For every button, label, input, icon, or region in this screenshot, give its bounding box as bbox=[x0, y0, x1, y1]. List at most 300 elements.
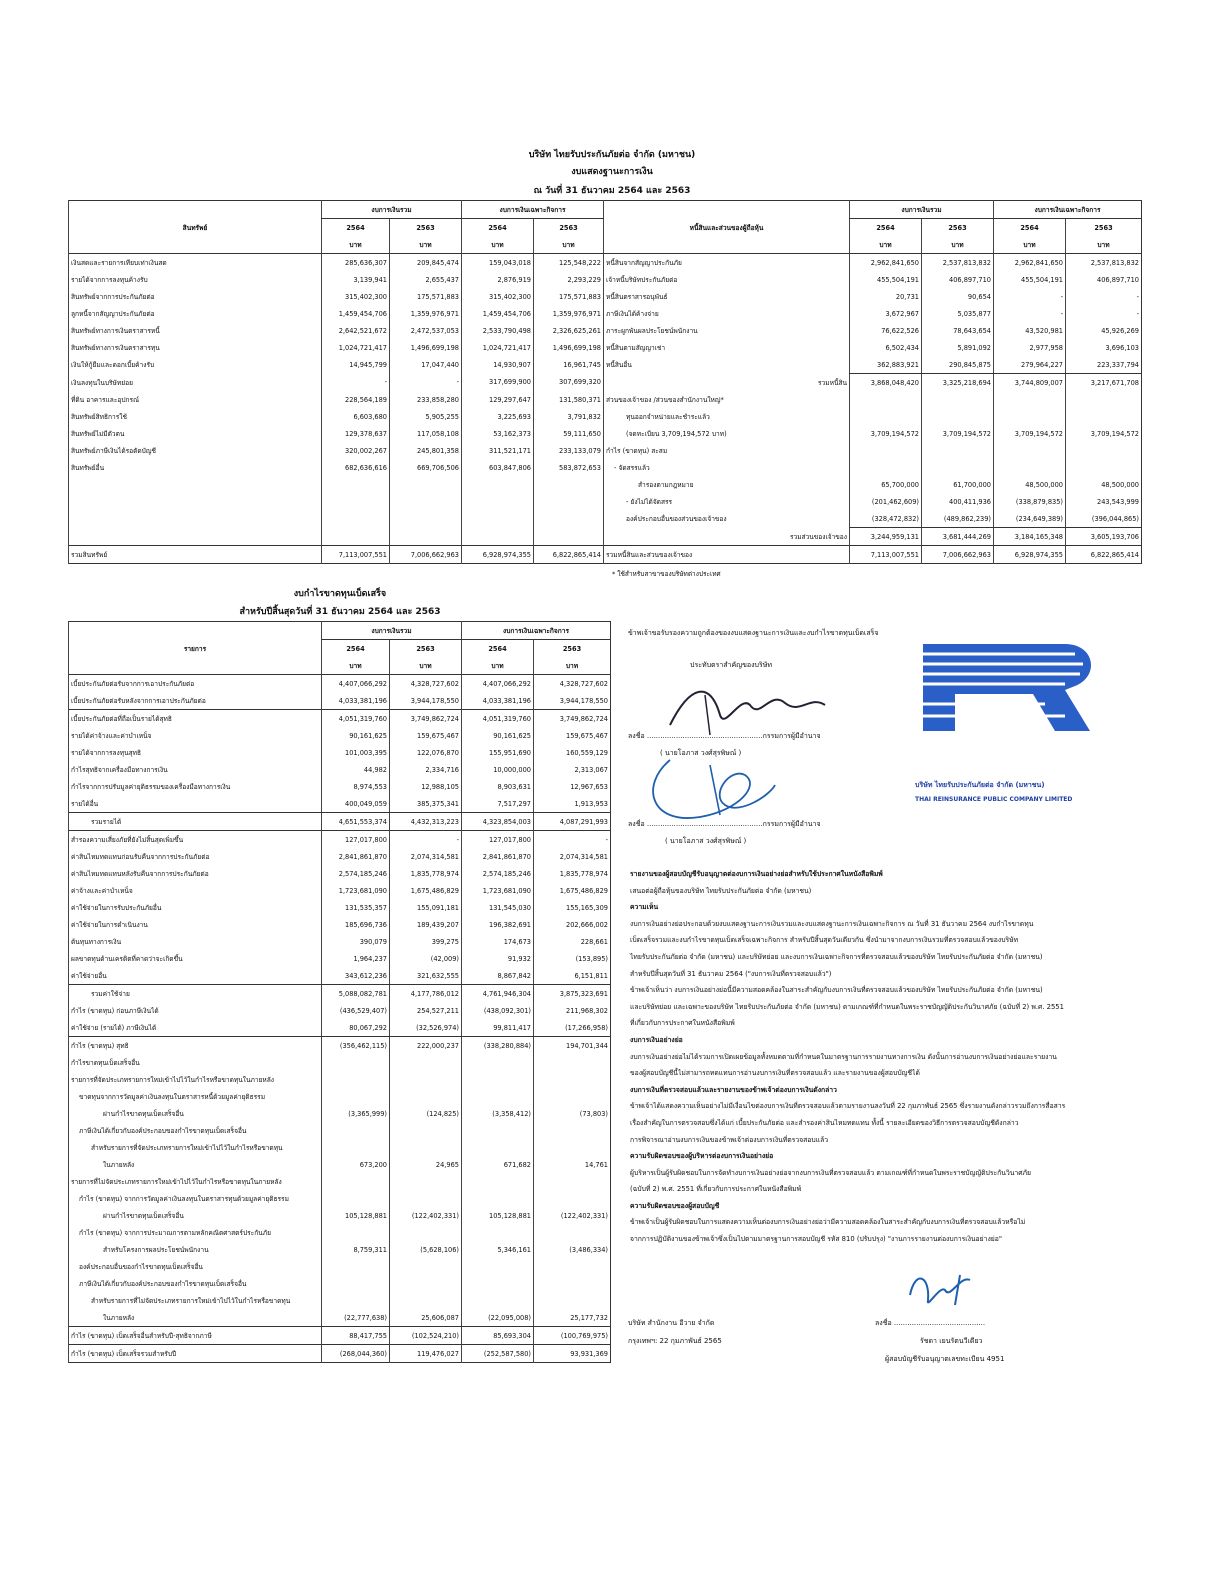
table-row bbox=[69, 1156, 611, 1173]
income-value: 8,903,631 bbox=[462, 778, 534, 795]
income-value bbox=[534, 1122, 611, 1139]
asset-label: ที่ดิน อาคารและอุปกรณ์ bbox=[69, 391, 322, 408]
asset-label: สินทรัพย์จากการประกันภัยต่อ bbox=[69, 288, 322, 305]
auditor-license: ผู้สอบบัญชีรับอนุญาตเลขทะเบียน 4951 bbox=[885, 1355, 1005, 1363]
table-row bbox=[69, 1207, 611, 1224]
income-value: 131,545,030 bbox=[462, 899, 534, 916]
income-value: 1,835,778,974 bbox=[390, 865, 462, 882]
income-value bbox=[462, 1122, 534, 1139]
liability-value: 5,891,092 bbox=[922, 339, 994, 356]
income-value: 8,759,311 bbox=[322, 1241, 390, 1258]
asset-value: 1,496,699,198 bbox=[534, 339, 604, 356]
income-value bbox=[390, 1292, 462, 1309]
asset-value: 175,571,883 bbox=[390, 288, 462, 305]
report-line: ของผู้สอบบัญชีนี้ไม่สามารถทดแทนการอ่านงบการเงินที่ตรวจสอบแล้ว และรายงานของผู้สอบบัญชีได้ bbox=[630, 1069, 920, 1078]
income-value: 155,165,309 bbox=[534, 899, 611, 916]
certify-intro: ข้าพเจ้าขอรับรองความถูกต้องของงบแสดงฐานะการเงินและงบกำไรขาดทุนเบ็ดเสร็จ bbox=[628, 629, 879, 637]
table-row bbox=[69, 1190, 611, 1207]
col-year: 2564 bbox=[994, 219, 1066, 237]
table-row bbox=[69, 1173, 611, 1190]
income-value: 3,749,862,724 bbox=[534, 710, 611, 728]
income-value bbox=[390, 1224, 462, 1241]
asset-value: 53,162,373 bbox=[462, 425, 534, 442]
income-label: สำหรับรายการที่จัดประเภทรายการใหม่เข้าไปไว้ในกำไรหรือขาดทุน bbox=[69, 1139, 322, 1156]
table-row bbox=[69, 1019, 611, 1037]
income-value: 385,375,341 bbox=[390, 795, 462, 813]
income-value: 155,951,690 bbox=[462, 744, 534, 761]
report-heading: ความรับผิดชอบของผู้บริหารต่องบการเงินอย่างย่อ bbox=[630, 1152, 774, 1161]
logo-text-en: THAI REINSURANCE PUBLIC COMPANY LIMITED bbox=[915, 796, 1073, 803]
income-value bbox=[390, 1139, 462, 1156]
income-value: (356,462,115) bbox=[322, 1037, 390, 1055]
income-value: (438,092,301) bbox=[462, 1002, 534, 1019]
balance-sheet-table bbox=[68, 200, 1142, 564]
report-line: ข้าพเจ้าเห็นว่า งบการเงินอย่างย่อนี้มีความสอดคล้องในสาระสำคัญกับงบการเงินที่ตรวจสอบแล้วของบริษัท ไทยรับประกันภัยต่อ จำกัด (มหาชน) bbox=[630, 986, 1043, 995]
asset-value: 233,133,079 bbox=[534, 442, 604, 459]
asset-value: 125,548,222 bbox=[534, 254, 604, 272]
liability-value: 3,325,218,694 bbox=[922, 374, 994, 392]
liability-value: 20,731 bbox=[850, 288, 922, 305]
asset-value: 2,472,537,053 bbox=[390, 322, 462, 339]
income-value: (3,365,999) bbox=[322, 1105, 390, 1122]
liability-value: 5,035,877 bbox=[922, 305, 994, 322]
liability-value bbox=[922, 391, 994, 408]
liabilities-total-value: 7,006,662,963 bbox=[922, 546, 994, 564]
income-value bbox=[462, 1139, 534, 1156]
assets-total-value: 6,928,974,355 bbox=[462, 546, 534, 564]
col-year: 2564 bbox=[462, 219, 534, 237]
income-value: 399,275 bbox=[390, 933, 462, 950]
income-value: - bbox=[534, 831, 611, 849]
income-value: 24,965 bbox=[390, 1156, 462, 1173]
table-row bbox=[69, 1327, 611, 1345]
asset-value: 1,024,721,417 bbox=[322, 339, 390, 356]
liability-value: - bbox=[994, 288, 1066, 305]
income-value: (22,777,638) bbox=[322, 1309, 390, 1327]
asset-value: 1,459,454,706 bbox=[322, 305, 390, 322]
asset-label: เงินสดและรายการเทียบเท่าเงินสด bbox=[69, 254, 322, 272]
asset-value bbox=[322, 493, 390, 510]
col-year: 2564 bbox=[462, 640, 534, 658]
income-value bbox=[462, 1275, 534, 1292]
income-value: 1,675,486,829 bbox=[534, 882, 611, 899]
income-value: 1,723,681,090 bbox=[462, 882, 534, 899]
income-value: 4,051,319,760 bbox=[462, 710, 534, 728]
asset-value: 209,845,474 bbox=[390, 254, 462, 272]
table-row bbox=[69, 1002, 611, 1019]
income-value: (124,825) bbox=[390, 1105, 462, 1122]
table-row bbox=[69, 882, 611, 899]
income-value: 12,967,653 bbox=[534, 778, 611, 795]
statement-title-financial-position: งบแสดงฐานะการเงิน bbox=[571, 167, 653, 177]
income-label: กำไร (ขาดทุน) เบ็ดเสร็จอื่นสำหรับปี-สุทธิจากภาษี bbox=[69, 1327, 322, 1345]
income-value: 85,693,304 bbox=[462, 1327, 534, 1345]
report-line: ข้าพเจ้าได้แสดงความเห็นอย่างไม่มีเงื่อนไขต่องบการเงินที่ตรวจสอบแล้วตามรายงานลงวันที่ 22 กุมภาพันธ์ 2565 ซึ่งรายงานดังกล่าวรวมถึงการสื่อสาร bbox=[630, 1102, 1066, 1111]
income-value: 91,932 bbox=[462, 950, 534, 967]
report-line: เสนอต่อผู้ถือหุ้นของบริษัท ไทยรับประกันภัยต่อ จำกัด (มหาชน) bbox=[630, 886, 812, 895]
liability-value: (328,472,832) bbox=[850, 510, 922, 528]
income-label: ผ่านกำไรขาดทุนเบ็ดเสร็จอื่น bbox=[69, 1207, 322, 1224]
income-value bbox=[462, 1173, 534, 1190]
income-value: 673,200 bbox=[322, 1156, 390, 1173]
col-year: 2563 bbox=[390, 640, 462, 658]
income-value: 105,128,881 bbox=[462, 1207, 534, 1224]
asset-label: สินทรัพย์ทางการเงินตราสารทุน bbox=[69, 339, 322, 356]
asset-value: 307,699,320 bbox=[534, 374, 604, 392]
income-value bbox=[462, 1054, 534, 1071]
income-value: 1,913,953 bbox=[534, 795, 611, 813]
liability-value bbox=[850, 391, 922, 408]
asset-value bbox=[462, 528, 534, 546]
report-heading: รายงานของผู้สอบบัญชีรับอนุญาตต่องบการเงินอย่างย่อสำหรับใช้ประกาศในหนังสือพิมพ์ bbox=[630, 870, 883, 878]
assets-total-value: 6,822,865,414 bbox=[534, 546, 604, 564]
liability-label: (จดทะเบียน 3,709,194,572 บาท) bbox=[604, 425, 850, 442]
liability-label: ภาระผูกพันผลประโยชน์พนักงาน bbox=[604, 322, 850, 339]
auditor-date: กรุงเทพฯ: 22 กุมภาพันธ์ 2565 bbox=[628, 1337, 722, 1345]
table-row bbox=[69, 1345, 611, 1363]
income-value: 343,612,236 bbox=[322, 967, 390, 985]
income-value: 671,682 bbox=[462, 1156, 534, 1173]
liability-value: 3,217,671,708 bbox=[1066, 374, 1142, 392]
liability-value bbox=[850, 459, 922, 476]
statement-date-comprehensive-income: สำหรับปีสิ้นสุดวันที่ 31 ธันวาคม 2564 และ 2563 bbox=[239, 607, 441, 617]
liability-label: - ยังไม่ได้จัดสรร bbox=[604, 493, 850, 510]
income-label: ค่าใช้จ่ายในการดำเนินงาน bbox=[69, 916, 322, 933]
report-heading: งบการเงินที่ตรวจสอบแล้วและรายงานของข้าพเจ้าต่องบการเงินดังกล่าว bbox=[630, 1085, 837, 1094]
col-unit: บาท bbox=[534, 236, 604, 254]
col-year: 2564 bbox=[850, 219, 922, 237]
income-value bbox=[534, 1054, 611, 1071]
assets-total-label: รวมสินทรัพย์ bbox=[69, 546, 322, 564]
income-value bbox=[322, 1275, 390, 1292]
liability-value: 78,643,654 bbox=[922, 322, 994, 339]
table-row bbox=[69, 1224, 611, 1241]
asset-value bbox=[322, 510, 390, 528]
table-row bbox=[69, 356, 1142, 374]
income-value bbox=[322, 1190, 390, 1207]
asset-value: 59,111,650 bbox=[534, 425, 604, 442]
asset-value bbox=[322, 528, 390, 546]
col-unit: บาท bbox=[322, 657, 390, 675]
col-consolidated: งบการเงินรวม bbox=[322, 622, 462, 640]
liability-label: หนี้สินจากสัญญาประกันภัย bbox=[604, 254, 850, 272]
liability-value: 400,411,936 bbox=[922, 493, 994, 510]
table-row bbox=[69, 1122, 611, 1139]
asset-value: 311,521,171 bbox=[462, 442, 534, 459]
liability-value: - bbox=[1066, 305, 1142, 322]
table-row bbox=[69, 675, 611, 693]
table-row bbox=[69, 967, 611, 985]
income-label: สำหรับรายการที่ไม่จัดประเภทรายการใหม่เข้าไปไว้ในกำไรหรือขาดทุน bbox=[69, 1292, 322, 1309]
liability-value: 3,605,193,706 bbox=[1066, 528, 1142, 546]
income-value: 4,033,381,196 bbox=[322, 692, 390, 710]
liability-value bbox=[994, 391, 1066, 408]
income-value: 2,841,861,870 bbox=[462, 848, 534, 865]
statement-title-comprehensive-income: งบกำไรขาดทุนเบ็ดเสร็จ bbox=[293, 589, 387, 599]
income-value bbox=[390, 1258, 462, 1275]
asset-value: 6,603,680 bbox=[322, 408, 390, 425]
report-line: เบ็ดเสร็จรวมและงบกำไรขาดทุนเบ็ดเสร็จเฉพาะกิจการ สำหรับปีสิ้นสุดวันเดียวกัน ซึ่งนำมาจากงบการเงินรวมที่ตรวจสอบแล้วของบริษัท bbox=[630, 936, 1019, 945]
asset-value: 17,047,440 bbox=[390, 356, 462, 374]
income-label: ผ่านกำไรขาดทุนเบ็ดเสร็จอื่น bbox=[69, 1105, 322, 1122]
income-label: ค่าสินไหมทดแทนก่อนรับคืนจากการประกันภัยต่อ bbox=[69, 848, 322, 865]
asset-value: 5,905,255 bbox=[390, 408, 462, 425]
director-name-2: ( นายโอภาส วงศ์สุรพิษณ์ ) bbox=[665, 837, 747, 845]
income-value bbox=[390, 1122, 462, 1139]
col-year: 2563 bbox=[534, 219, 604, 237]
assets-total-value: 7,113,007,551 bbox=[322, 546, 390, 564]
income-value: (338,280,884) bbox=[462, 1037, 534, 1055]
income-label: ในภายหลัง bbox=[69, 1156, 322, 1173]
income-label: กำไร (ขาดทุน) จากการประมาณการตามหลักคณิตศาสตร์ประกันภัย bbox=[69, 1224, 322, 1241]
income-value: 25,606,087 bbox=[390, 1309, 462, 1327]
income-value: (22,095,008) bbox=[462, 1309, 534, 1327]
asset-value: 129,297,647 bbox=[462, 391, 534, 408]
liability-label: หนี้สินตราสารอนุพันธ์ bbox=[604, 288, 850, 305]
footnote: * ใช้สำหรับสาขาของบริษัทต่างประเทศ bbox=[612, 570, 721, 578]
income-value: 101,003,395 bbox=[322, 744, 390, 761]
asset-value: 583,872,653 bbox=[534, 459, 604, 476]
income-label: เบี้ยประกันภัยต่อรับหลังจากการเอาประกันภัยต่อ bbox=[69, 692, 322, 710]
table-row bbox=[69, 899, 611, 916]
income-value bbox=[462, 1088, 534, 1105]
auditor-firm: บริษัท สำนักงาน อีวาย จำกัด bbox=[628, 1319, 715, 1327]
liability-value: 65,700,000 bbox=[850, 476, 922, 493]
income-value: 155,091,181 bbox=[390, 899, 462, 916]
asset-label: เงินให้กู้ยืมและดอกเบี้ยค้างรับ bbox=[69, 356, 322, 374]
asset-value: 228,564,189 bbox=[322, 391, 390, 408]
income-value bbox=[534, 1190, 611, 1207]
income-value: 2,074,314,581 bbox=[390, 848, 462, 865]
income-value: 196,382,691 bbox=[462, 916, 534, 933]
income-label: รายได้อื่น bbox=[69, 795, 322, 813]
asset-label bbox=[69, 528, 322, 546]
income-label: กำไรสุทธิจากเครื่องมือทางการเงิน bbox=[69, 761, 322, 778]
liability-label: ส่วนของเจ้าของ /ส่วนของสำนักงานใหญ่* bbox=[604, 391, 850, 408]
liability-value: 243,543,999 bbox=[1066, 493, 1142, 510]
income-value bbox=[462, 1190, 534, 1207]
income-value: 4,087,291,993 bbox=[534, 813, 611, 831]
income-value bbox=[390, 1275, 462, 1292]
report-heading: ความเห็น bbox=[630, 903, 659, 912]
income-value: 1,675,486,829 bbox=[390, 882, 462, 899]
income-value: 80,067,292 bbox=[322, 1019, 390, 1037]
table-row bbox=[69, 391, 1142, 408]
asset-value: 2,642,521,672 bbox=[322, 322, 390, 339]
liability-value: 406,897,710 bbox=[1066, 271, 1142, 288]
asset-value: - bbox=[390, 374, 462, 392]
asset-value: 16,961,745 bbox=[534, 356, 604, 374]
income-label: องค์ประกอบอื่นของกำไรขาดทุนเบ็ดเสร็จอื่น bbox=[69, 1258, 322, 1275]
income-value: (32,526,974) bbox=[390, 1019, 462, 1037]
income-value bbox=[390, 1088, 462, 1105]
liability-value: - bbox=[1066, 288, 1142, 305]
asset-value: 603,847,806 bbox=[462, 459, 534, 476]
asset-label: รายได้จากการลงทุนค้างรับ bbox=[69, 271, 322, 288]
assets-header: สินทรัพย์ bbox=[69, 201, 322, 254]
liability-value: (489,862,239) bbox=[922, 510, 994, 528]
asset-value: 2,876,919 bbox=[462, 271, 534, 288]
logo-text-th: บริษัท ไทยรับประกันภัยต่อ จำกัด (มหาชน) bbox=[915, 781, 1045, 789]
income-value: 90,161,625 bbox=[462, 727, 534, 744]
income-value: 2,574,185,246 bbox=[462, 865, 534, 882]
income-value: 390,079 bbox=[322, 933, 390, 950]
liability-value: 223,337,794 bbox=[1066, 356, 1142, 374]
income-label: ค่าใช้จ่าย (รายได้) ภาษีเงินได้ bbox=[69, 1019, 322, 1037]
income-value: (122,402,331) bbox=[534, 1207, 611, 1224]
asset-label: ลูกหนี้จากสัญญาประกันภัยต่อ bbox=[69, 305, 322, 322]
income-value bbox=[390, 1190, 462, 1207]
table-row bbox=[69, 692, 611, 710]
income-value: 3,749,862,724 bbox=[390, 710, 462, 728]
table-row bbox=[69, 459, 1142, 476]
income-value bbox=[534, 1071, 611, 1088]
asset-value: 1,459,454,706 bbox=[462, 305, 534, 322]
income-value: (5,628,106) bbox=[390, 1241, 462, 1258]
liability-value: (201,462,609) bbox=[850, 493, 922, 510]
liability-value: 279,964,227 bbox=[994, 356, 1066, 374]
income-value bbox=[534, 1139, 611, 1156]
income-value bbox=[390, 1071, 462, 1088]
table-row bbox=[69, 813, 611, 831]
income-value: 202,666,002 bbox=[534, 916, 611, 933]
income-label: กำไรจากการปรับมูลค่ายุติธรรมของเครื่องมือทางการเงิน bbox=[69, 778, 322, 795]
liability-value: 61,700,000 bbox=[922, 476, 994, 493]
income-value bbox=[462, 1224, 534, 1241]
col-year: 2563 bbox=[1066, 219, 1142, 237]
income-value: (3,486,334) bbox=[534, 1241, 611, 1258]
col-unit: บาท bbox=[390, 236, 462, 254]
income-value: 1,964,237 bbox=[322, 950, 390, 967]
liabilities-total-value: 7,113,007,551 bbox=[850, 546, 922, 564]
income-label: รายได้จากการลงทุนสุทธิ bbox=[69, 744, 322, 761]
table-row bbox=[69, 1275, 611, 1292]
liability-value: 3,696,103 bbox=[1066, 339, 1142, 356]
liability-label: รวมส่วนของเจ้าของ bbox=[604, 528, 850, 546]
liability-value: 362,883,921 bbox=[850, 356, 922, 374]
income-value: 7,517,297 bbox=[462, 795, 534, 813]
col-unit: บาท bbox=[462, 236, 534, 254]
income-label: เบี้ยประกันภัยต่อที่ถือเป็นรายได้สุทธิ bbox=[69, 710, 322, 728]
income-value: 90,161,625 bbox=[322, 727, 390, 744]
table-row bbox=[69, 476, 1142, 493]
asset-value: 175,571,883 bbox=[534, 288, 604, 305]
income-label: ขาดทุนจากการวัดมูลค่าเงินลงทุนในตราสารหนี้ด้วยมูลค่ายุติธรรม bbox=[69, 1088, 322, 1105]
income-value bbox=[322, 1258, 390, 1275]
income-value bbox=[322, 1292, 390, 1309]
income-value: 6,151,811 bbox=[534, 967, 611, 985]
income-value: 4,328,727,602 bbox=[390, 675, 462, 693]
liability-value bbox=[922, 442, 994, 459]
income-value: 400,049,059 bbox=[322, 795, 390, 813]
liability-value bbox=[994, 408, 1066, 425]
income-value bbox=[322, 1088, 390, 1105]
table-row bbox=[69, 1309, 611, 1327]
liability-label: รวมหนี้สิน bbox=[604, 374, 850, 392]
income-label: กำไร (ขาดทุน) เบ็ดเสร็จรวมสำหรับปี bbox=[69, 1345, 322, 1363]
asset-value: 2,533,790,498 bbox=[462, 322, 534, 339]
asset-value: 1,024,721,417 bbox=[462, 339, 534, 356]
liability-value: - bbox=[994, 305, 1066, 322]
income-value: (102,524,210) bbox=[390, 1327, 462, 1345]
income-value bbox=[390, 1173, 462, 1190]
income-value: 99,811,417 bbox=[462, 1019, 534, 1037]
income-value: 3,944,178,550 bbox=[390, 692, 462, 710]
total-row bbox=[69, 546, 1142, 564]
asset-value: 315,402,300 bbox=[322, 288, 390, 305]
income-value: 174,673 bbox=[462, 933, 534, 950]
income-label: ค่าใช้จ่ายอื่น bbox=[69, 967, 322, 985]
income-value: 88,417,755 bbox=[322, 1327, 390, 1345]
report-line: (ฉบับที่ 2) พ.ศ. 2551 ที่เกี่ยวกับการประกาศในหนังสือพิมพ์ bbox=[630, 1185, 802, 1194]
asset-value: 682,636,616 bbox=[322, 459, 390, 476]
income-value: 4,407,066,292 bbox=[462, 675, 534, 693]
report-line: ผู้บริหารเป็นผู้รับผิดชอบในการจัดทำงบการเงินอย่างย่อจากงบการเงินที่ตรวจสอบแล้ว ตามเกณฑ์ที่กำหนดในพระราชบัญญัติประกันวินาศภัย bbox=[630, 1168, 1031, 1177]
income-value: 8,974,553 bbox=[322, 778, 390, 795]
income-value bbox=[322, 1071, 390, 1088]
income-label: กำไร (ขาดทุน) สุทธิ bbox=[69, 1037, 322, 1055]
liability-label: ทุนออกจำหน่ายและชำระแล้ว bbox=[604, 408, 850, 425]
liability-value: 3,709,194,572 bbox=[994, 425, 1066, 442]
income-label: รายการที่จัดประเภทรายการใหม่เข้าไปไว้ในกำไรหรือขาดทุนในภายหลัง bbox=[69, 1071, 322, 1088]
liability-value: 6,502,434 bbox=[850, 339, 922, 356]
liability-value: 3,244,959,131 bbox=[850, 528, 922, 546]
income-value: (17,266,958) bbox=[534, 1019, 611, 1037]
liability-value: 3,744,809,007 bbox=[994, 374, 1066, 392]
income-value: (436,529,407) bbox=[322, 1002, 390, 1019]
income-value bbox=[390, 1054, 462, 1071]
income-value: 4,432,313,223 bbox=[390, 813, 462, 831]
income-label: รายได้ค่าจ้างและค่าบำเหน็จ bbox=[69, 727, 322, 744]
asset-value: 315,402,300 bbox=[462, 288, 534, 305]
asset-value: 320,002,267 bbox=[322, 442, 390, 459]
income-label: ภาษีเงินได้เกี่ยวกับองค์ประกอบของกำไรขาดทุนเบ็ดเสร็จอื่น bbox=[69, 1275, 322, 1292]
auditor-sign-line: ลงชื่อ ......................................... bbox=[875, 1319, 986, 1327]
income-label: เบี้ยประกันภัยต่อรับจากการเอาประกันภัยต่อ bbox=[69, 675, 322, 693]
income-label: ค่าสินไหมทดแทนหลังรับคืนจากการประกันภัยต่อ bbox=[69, 865, 322, 882]
col-unit: บาท bbox=[462, 657, 534, 675]
asset-value: 245,801,358 bbox=[390, 442, 462, 459]
asset-value: 3,791,832 bbox=[534, 408, 604, 425]
liability-label: กำไร (ขาดทุน) สะสม bbox=[604, 442, 850, 459]
table-row bbox=[69, 1054, 611, 1071]
income-value: 4,761,946,304 bbox=[462, 985, 534, 1003]
asset-value bbox=[534, 510, 604, 528]
income-value: 2,074,314,581 bbox=[534, 848, 611, 865]
income-value: 159,675,467 bbox=[390, 727, 462, 744]
liability-label: หนี้สินตามสัญญาเช่า bbox=[604, 339, 850, 356]
income-value bbox=[462, 1258, 534, 1275]
asset-value bbox=[390, 528, 462, 546]
income-statement-table bbox=[68, 621, 611, 1363]
col-unit: บาท bbox=[1066, 236, 1142, 254]
income-value: 254,527,211 bbox=[390, 1002, 462, 1019]
income-value: 5,346,161 bbox=[462, 1241, 534, 1258]
income-label: รวมค่าใช้จ่าย bbox=[69, 985, 322, 1003]
asset-value: 1,359,976,971 bbox=[390, 305, 462, 322]
income-value bbox=[462, 1071, 534, 1088]
liability-value: 48,500,000 bbox=[1066, 476, 1142, 493]
liability-value bbox=[1066, 391, 1142, 408]
income-label: ภาษีเงินได้เกี่ยวกับองค์ประกอบของกำไรขาดทุนเบ็ดเสร็จอื่น bbox=[69, 1122, 322, 1139]
liability-value: 3,184,165,348 bbox=[994, 528, 1066, 546]
col-consolidated: งบการเงินรวม bbox=[850, 201, 994, 219]
asset-value: 129,378,637 bbox=[322, 425, 390, 442]
report-line: งบการเงินอย่างย่อประกอบด้วยงบแสดงฐานะการเงินรวมและงบแสดงฐานะการเงินเฉพาะกิจการ ณ วันที่ 31 ธันวาคม 2564 งบกำไรขาดทุน bbox=[630, 919, 1034, 928]
liability-value bbox=[994, 442, 1066, 459]
income-value: 222,000,237 bbox=[390, 1037, 462, 1055]
income-value: 1,723,681,090 bbox=[322, 882, 390, 899]
